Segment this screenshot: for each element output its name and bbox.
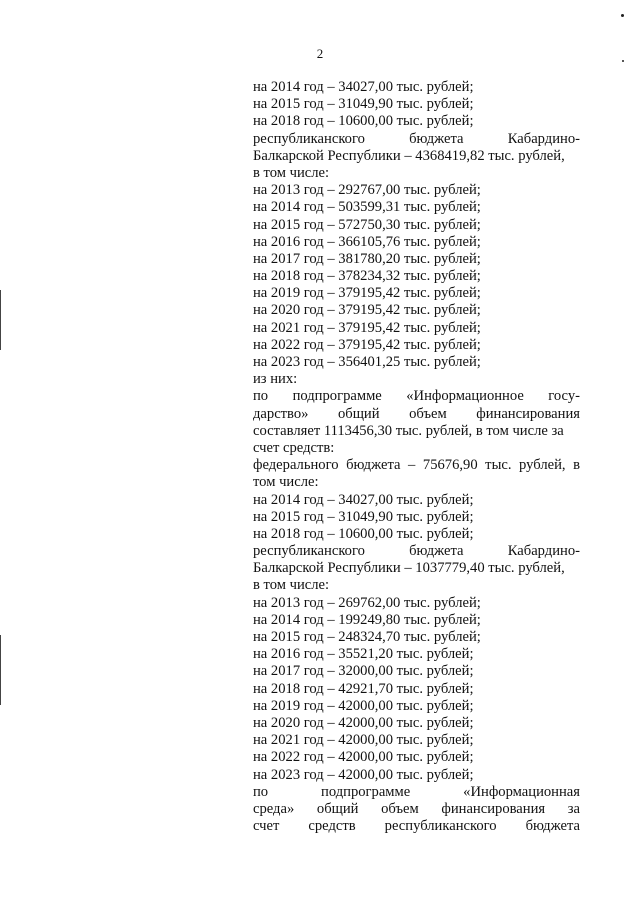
text-line: на 2018 год – 10600,00 тыс. рублей;	[253, 525, 474, 542]
text-line: на 2015 год – 572750,30 тыс. рублей;	[253, 216, 481, 233]
text-line: Балкарской Республики – 4368419,82 тыс. рублей,	[253, 147, 565, 164]
text-line: на 2021 год – 379195,42 тыс. рублей;	[253, 319, 481, 336]
text-line: на 2015 год – 248324,70 тыс. рублей;	[253, 629, 481, 645]
text-line: на 2018 год – 378234,32 тыс. рублей;	[253, 268, 481, 285]
text-line: на 2016 год – 366105,76 тыс. рублей;	[253, 233, 481, 250]
text-line: счет средств:	[253, 439, 335, 456]
text-line: республиканского бюджета Кабардино-	[253, 543, 580, 560]
text-line: на 2019 год – 42000,00 тыс. рублей;	[253, 697, 474, 714]
text-line: на 2014 год – 34027,00 тыс. рублей;	[253, 79, 474, 95]
text-line: из них:	[253, 371, 298, 388]
text-line: на 2022 год – 42000,00 тыс. рублей;	[253, 749, 474, 766]
text-line: на 2017 год – 32000,00 тыс. рублей;	[253, 663, 474, 680]
scan-speck	[622, 60, 624, 62]
text-line: на 2022 год – 379195,42 тыс. рублей;	[253, 336, 481, 353]
text-line: на 2013 год – 292767,00 тыс. рублей;	[253, 182, 481, 199]
text-line: по подпрограмме «Информационное госу-	[253, 388, 580, 405]
scan-edge-mark	[0, 290, 1, 350]
text-line: на 2020 год – 42000,00 тыс. рублей;	[253, 714, 474, 731]
text-line: Балкарской Республики – 1037779,40 тыс. рублей,	[253, 560, 565, 577]
text-line: на 2015 год – 31049,90 тыс. рублей;	[253, 508, 474, 525]
text-line: федерального бюджета – 75676,90 тыс. рублей, в	[253, 457, 580, 474]
text-line: в том числе:	[253, 577, 330, 594]
text-line: на 2016 год – 35521,20 тыс. рублей;	[253, 646, 474, 663]
text-line: дарство» общий объем финансирования	[253, 405, 580, 422]
text-line: на 2018 год – 10600,00 тыс. рублей;	[253, 113, 474, 130]
text-line: на 2014 год – 503599,31 тыс. рублей;	[253, 199, 481, 216]
text-line: на 2023 год – 356401,25 тыс. рублей;	[253, 354, 481, 370]
text-line: на 2017 год – 381780,20 тыс. рублей;	[253, 250, 481, 267]
text-line: на 2014 год – 34027,00 тыс. рублей;	[253, 491, 474, 508]
text-line: на 2018 год – 42921,70 тыс. рублей;	[253, 680, 474, 697]
text-line: на 2014 год – 199249,80 тыс. рублей;	[253, 611, 481, 628]
page-number: 2	[316, 46, 324, 61]
scan-edge-mark	[0, 635, 1, 705]
text-line: на 2020 год – 379195,42 тыс. рублей;	[253, 302, 481, 319]
text-line: на 2023 год – 42000,00 тыс. рублей;	[253, 766, 474, 783]
text-line: на 2021 год – 42000,00 тыс. рублей;	[253, 732, 474, 749]
text-line: на 2013 год – 269762,00 тыс. рублей;	[253, 594, 481, 611]
document-body	[253, 79, 580, 835]
text-line: том числе:	[253, 474, 319, 491]
text-line: среда» общий объем финансирования за	[253, 800, 580, 817]
text-line: на 2019 год – 379195,42 тыс. рублей;	[253, 285, 481, 302]
text-line: счет средств республиканского бюджета	[253, 818, 580, 835]
text-line: составляет 1113456,30 тыс. рублей, в том числе за	[253, 422, 564, 439]
text-line: республиканского бюджета Кабардино-	[253, 130, 580, 147]
text-line: в том числе:	[253, 164, 330, 181]
text-line: на 2015 год – 31049,90 тыс. рублей;	[253, 96, 474, 113]
scan-speck	[621, 14, 624, 17]
text-line: по подпрограмме «Информационная	[253, 783, 580, 800]
